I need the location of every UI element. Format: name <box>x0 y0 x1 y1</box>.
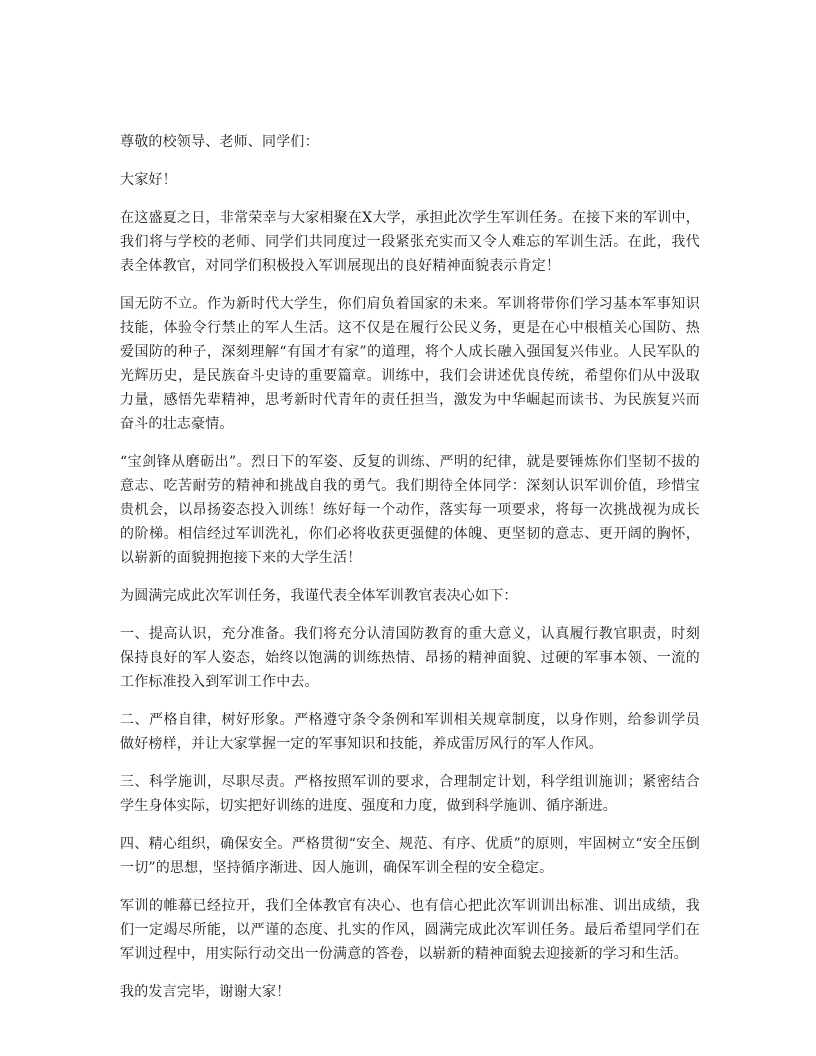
paragraph-resolution-intro: 为圆满完成此次军训任务，我谨代表全体军训教官表决心如下： <box>120 588 518 604</box>
sign-off: 我的发言完毕，谢谢大家！ <box>120 984 291 1000</box>
salutation: 尊敬的校领导、老师、同学们： <box>120 134 319 150</box>
resolution-item-1: 一、提高认识，充分准备。我们将充分认清国防教育的重大意义，认真履行教官职责，时刻保持良好的军人姿态，始终以饱满的训练热情、昂扬的精神面貌、过硬的军事本领、一流的工作标准投入到军训工作中去。 <box>120 626 700 690</box>
paragraph-national-defense: 国无防不立。作为新时代大学生，你们肩负着国家的未来。军训将带你们学习基本军事知识技能，体验令行禁止的军人生活。这不仅是在履行公民义务，更是在心中根植关心国防、热爱国防的种子，深刻理解“有国才有家”的道理，将个人成长融入强国复兴伟业。人民军队的光辉历史，是民族奋斗史诗的重要篇章。训练中，我们会讲述优良传统，希望你们从中汲取力量，感悟先辈精神，思考新时代青年的责任担当，激发为中华崛起而读书、为民族复兴而奋斗的壮志豪情。 <box>120 296 700 432</box>
paragraph-expectations: “宝剑锋从磨砺出”。烈日下的军姿、反复的训练、严明的纪律，就是要锤炼你们坚韧不拔的意志、吃苦耐劳的精神和挑战自我的勇气。我们期待全体同学：深刻认识军训价值，珍惜宝贵机会，以昂扬姿态投入训练！练好每一个动作，落实每一项要求，将每一次挑战视为成长的阶梯。相信经过军训洗礼，你们必将收获更强健的体魄、更坚韧的意志、更开阔的胸怀，以崭新的面貌拥抱接下来的大学生活！ <box>120 454 700 566</box>
resolution-item-2: 二、严格自律，树好形象。严格遵守条令条例和军训相关规章制度，以身作则，给参训学员做好榜样，并让大家掌握一定的军事知识和技能，养成雷厉风行的军人作风。 <box>120 712 700 752</box>
paragraph-opening: 在这盛夏之日，非常荣幸与大家相聚在X大学，承担此次学生军训任务。在接下来的军训中，我们将与学校的老师、同学们共同度过一段紧张充实而又令人难忘的军训生活。在此，我代表全体教官，对同学们积极投入军训展现出的良好精神面貌表示肯定！ <box>120 210 700 274</box>
greeting: 大家好！ <box>120 172 177 188</box>
paragraph-closing: 军训的帷幕已经拉开，我们全体教官有决心、也有信心把此次军训训出标准、训出成绩，我们一定竭尽所能，以严谨的态度、扎实的作风，圆满完成此次军训任务。最后希望同学们在军训过程中，用实际行动交出一份满意的答卷，以崭新的精神面貌去迎接新的学习和生活。 <box>120 898 700 962</box>
speech-body <box>120 130 700 1018</box>
resolution-item-3: 三、科学施训，尽职尽责。严格按照军训的要求，合理制定计划，科学组训施训；紧密结合学生身体实际，切实把好训练的进度、强度和力度，做到科学施训、循序渐进。 <box>120 774 700 814</box>
resolution-item-4: 四、精心组织，确保安全。严格贯彻“安全、规范、有序、优质”的原则，牢固树立“安全压倒一切”的思想，坚持循序渐进、因人施训，确保军训全程的安全稳定。 <box>120 836 700 876</box>
